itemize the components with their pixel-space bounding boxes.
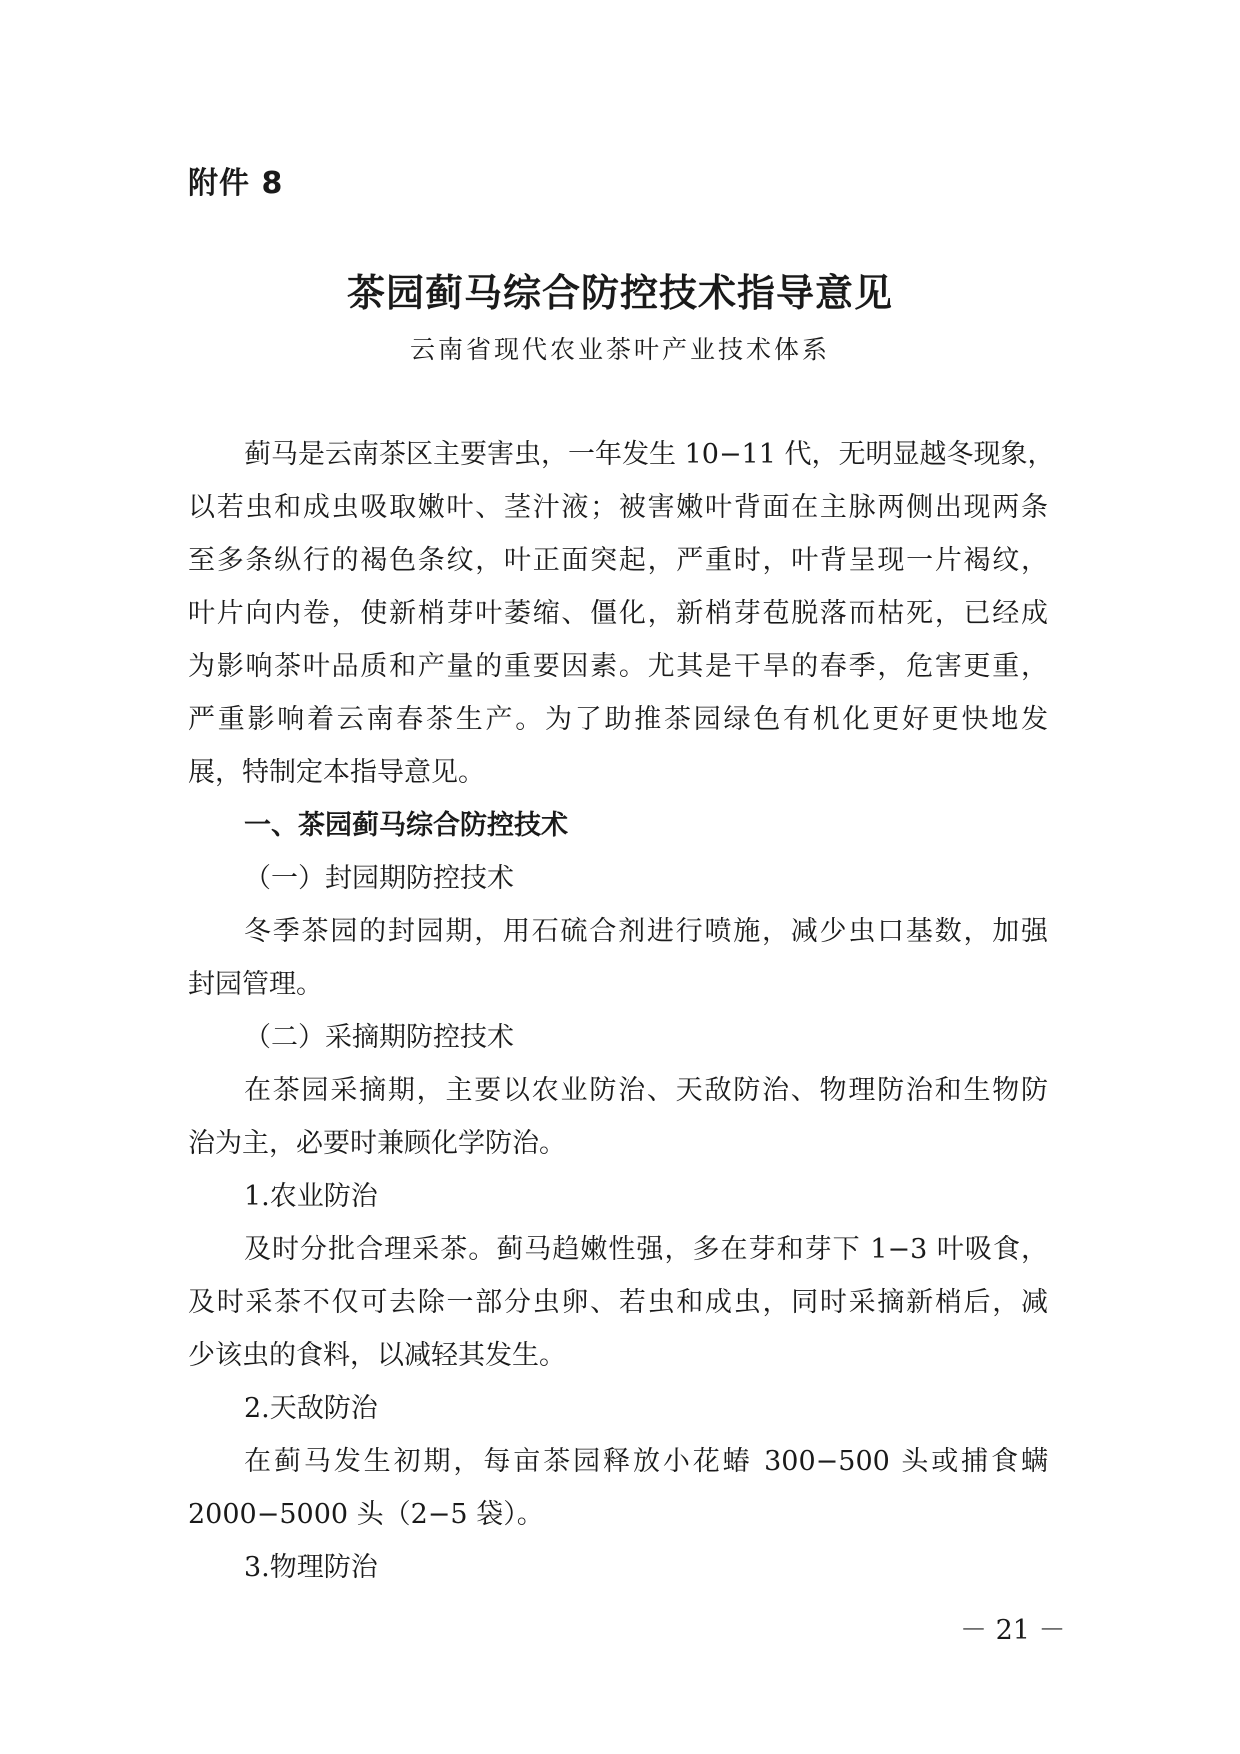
body-line: 封园管理。 [188,969,323,1000]
subsection-heading: （二）采摘期防控技术 [244,1022,514,1053]
attachment-label: 附件 8 [188,166,284,201]
body-line: 治为主，必要时兼顾化学防治。 [188,1128,566,1159]
document-body [188,428,1055,1594]
body-line: 至多条纵行的褐色条纹，叶正面突起，严重时，叶背呈现一片褐纹， [188,545,1048,576]
body-line: 2000−5000 头（2−5 袋）。 [188,1499,544,1530]
body-line: 展，特制定本指导意见。 [188,757,485,788]
body-line: 以若虫和成虫吸取嫩叶、茎汁液；被害嫩叶背面在主脉两侧出现两条 [188,492,1048,523]
subsection-heading: （一）封园期防控技术 [244,863,514,894]
body-line: 及时分批合理采茶。蓟马趋嫩性强，多在芽和芽下 1−3 叶吸食， [244,1234,1048,1265]
body-line: 在蓟马发生初期，每亩茶园释放小花蝽 300−500 头或捕食螨 [244,1446,1048,1477]
body-line: 冬季茶园的封园期，用石硫合剂进行喷施，减少虫口基数，加强 [244,916,1048,947]
item-heading: 2.天敌防治 [244,1393,378,1424]
document-subtitle: 云南省现代农业茶叶产业技术体系 [409,335,830,364]
body-line: 蓟马是云南茶区主要害虫，一年发生 10−11 代，无明显越冬现象， [244,439,1055,470]
page-number: － 21 － [960,1615,1066,1646]
body-line: 严重影响着云南春茶生产。为了助推茶园绿色有机化更好更快地发 [188,704,1048,735]
document-title: 茶园蓟马综合防控技术指导意见 [346,270,893,315]
body-line: 在茶园采摘期，主要以农业防治、天敌防治、物理防治和生物防 [244,1075,1048,1106]
item-heading: 3.物理防治 [244,1552,378,1583]
item-heading: 1.农业防治 [244,1181,378,1212]
body-line: 少该虫的食料，以减轻其发生。 [188,1340,566,1371]
body-line: 叶片向内卷，使新梢芽叶萎缩、僵化，新梢芽苞脱落而枯死，已经成 [188,598,1048,629]
body-line: 为影响茶叶品质和产量的重要因素。尤其是干旱的春季，危害更重， [188,651,1048,682]
section-heading: 一、茶园蓟马综合防控技术 [244,810,568,841]
body-line: 及时采茶不仅可去除一部分虫卵、若虫和成虫，同时采摘新梢后，减 [188,1287,1048,1318]
